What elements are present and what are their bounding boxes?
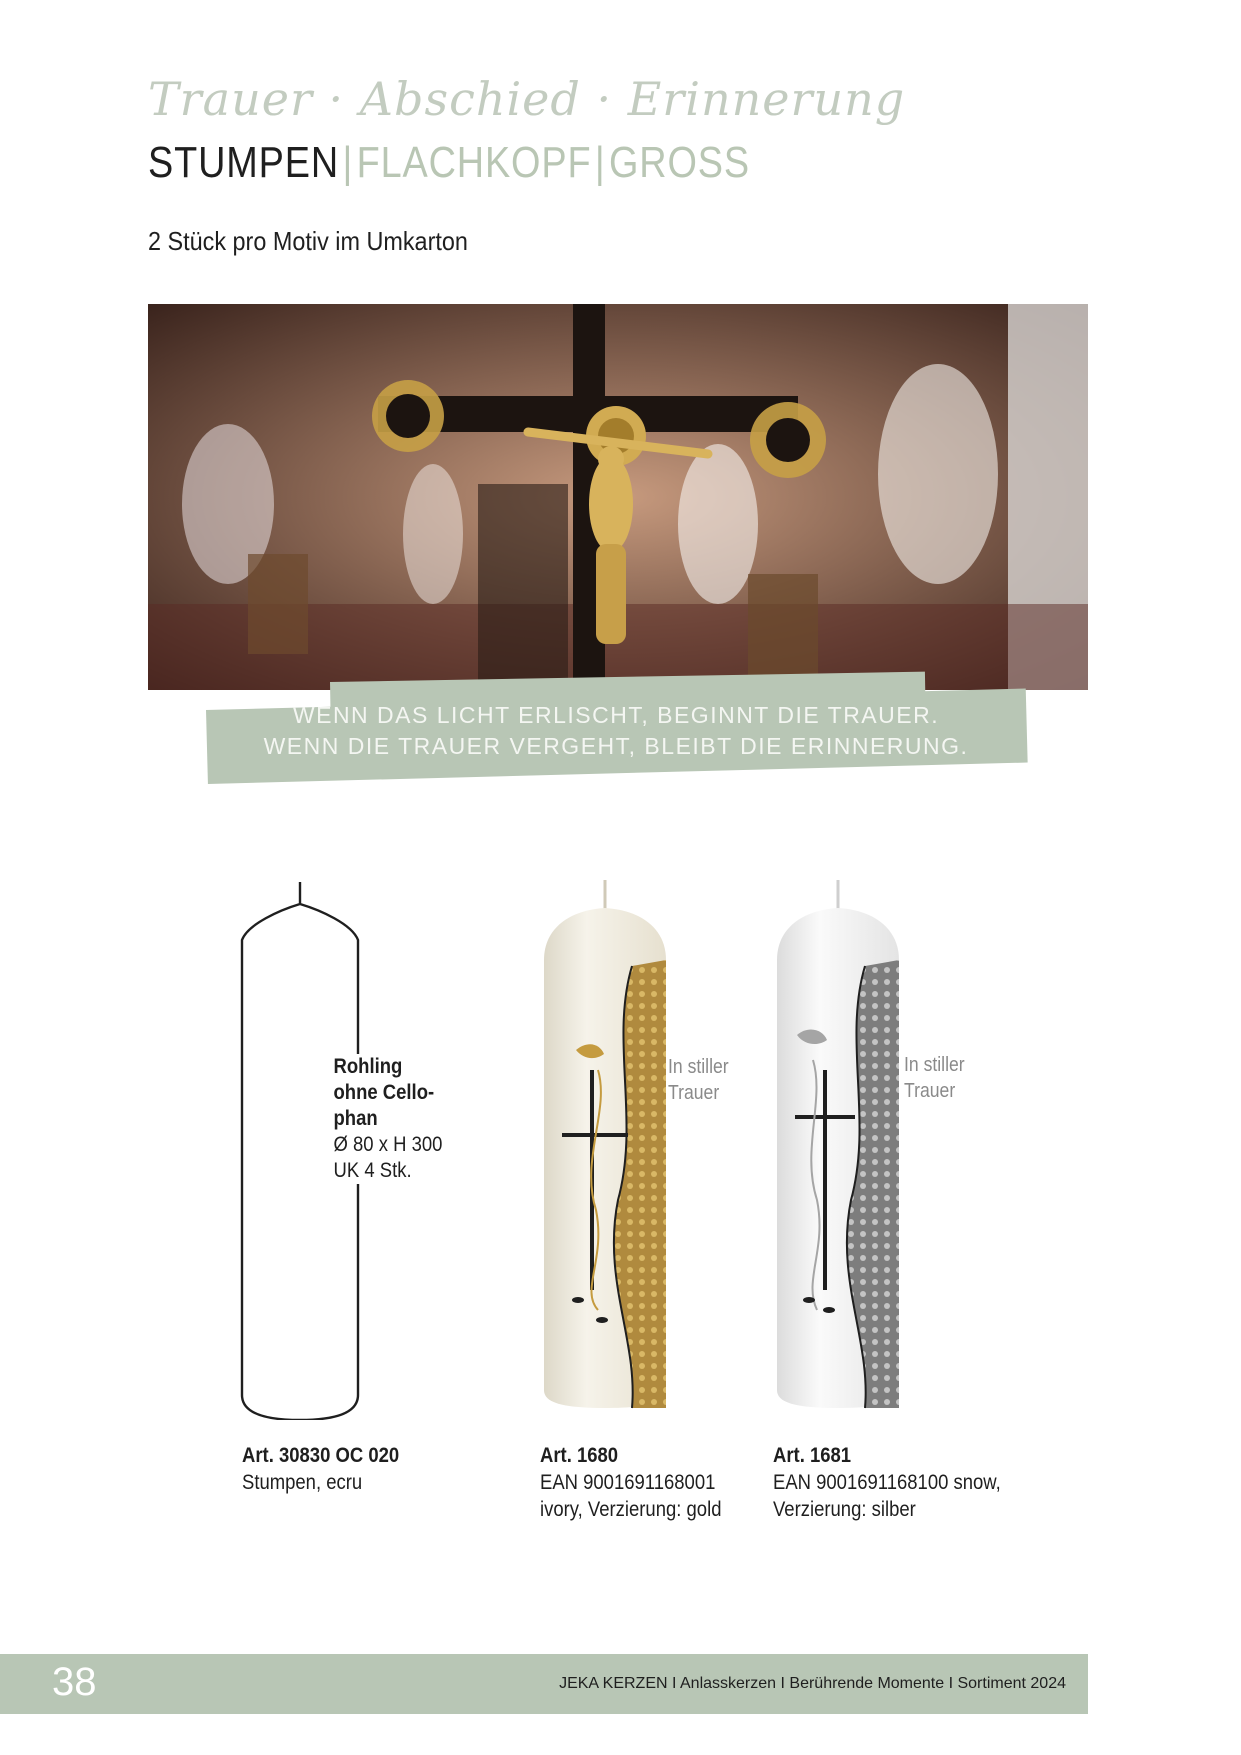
page-number: 38 [52, 1660, 97, 1704]
article-number: Art. 30830 OC 020 [242, 1444, 400, 1467]
script-heading: Trauer · Abschied · Erinnerung [148, 72, 906, 126]
motif-name-gold [668, 1054, 729, 1106]
quote-line-2: WENN DIE TRAUER VERGEHT, BLEIBT DIE ERINNERUNG. [263, 733, 969, 759]
crucifix-photo [148, 304, 1088, 690]
title-stumpen: STUMPEN [148, 138, 340, 187]
blank-candle-label [330, 1054, 446, 1184]
product-caption-3 [773, 1442, 1001, 1523]
footer-text: JEKA KERZEN I Anlasskerzen I Berührende Momente I Sortiment 2024 [559, 1675, 1066, 1692]
product-description: Stumpen, ecru [242, 1471, 363, 1494]
motif-line-2: Trauer [668, 1082, 720, 1104]
quote [206, 700, 1026, 762]
motif-line-1: In stiller [668, 1056, 729, 1078]
product-description: Verzierung: silber [773, 1498, 916, 1521]
label-bold-1: Rohling [333, 1055, 403, 1078]
motif-line-2: Trauer [904, 1080, 956, 1102]
product-caption-1 [242, 1442, 399, 1496]
label-dimensions: Ø 80 x H 300 [333, 1133, 443, 1156]
subtitle: 2 Stück pro Motiv im Umkarton [148, 226, 468, 256]
candle-gold-image [540, 880, 670, 1410]
label-bold-2: ohne Cello- [333, 1081, 435, 1104]
article-number: Art. 1681 [773, 1444, 852, 1467]
article-number: Art. 1680 [540, 1444, 619, 1467]
product-caption-2 [540, 1442, 721, 1523]
motif-line-1: In stiller [904, 1054, 965, 1076]
product-ean: EAN 9001691168001 [540, 1471, 716, 1494]
title-gross: GROSS [609, 138, 750, 187]
title-separator: | [594, 138, 606, 187]
product-description: ivory, Verzierung: gold [540, 1498, 722, 1521]
page-title [148, 138, 750, 188]
label-bold-3: phan [333, 1107, 378, 1130]
motif-name-silver [904, 1052, 965, 1104]
quote-line-1: WENN DAS LICHT ERLISCHT, BEGINNT DIE TRAUER. [292, 702, 940, 728]
title-separator: | [342, 138, 354, 187]
candle-silver-image [773, 880, 903, 1410]
title-flachkopf: FLACHKOPF [356, 138, 592, 187]
crucifix-illustration [148, 304, 1088, 690]
label-packaging: UK 4 Stk. [333, 1159, 412, 1182]
product-ean: EAN 9001691168100 snow, [773, 1471, 1001, 1494]
